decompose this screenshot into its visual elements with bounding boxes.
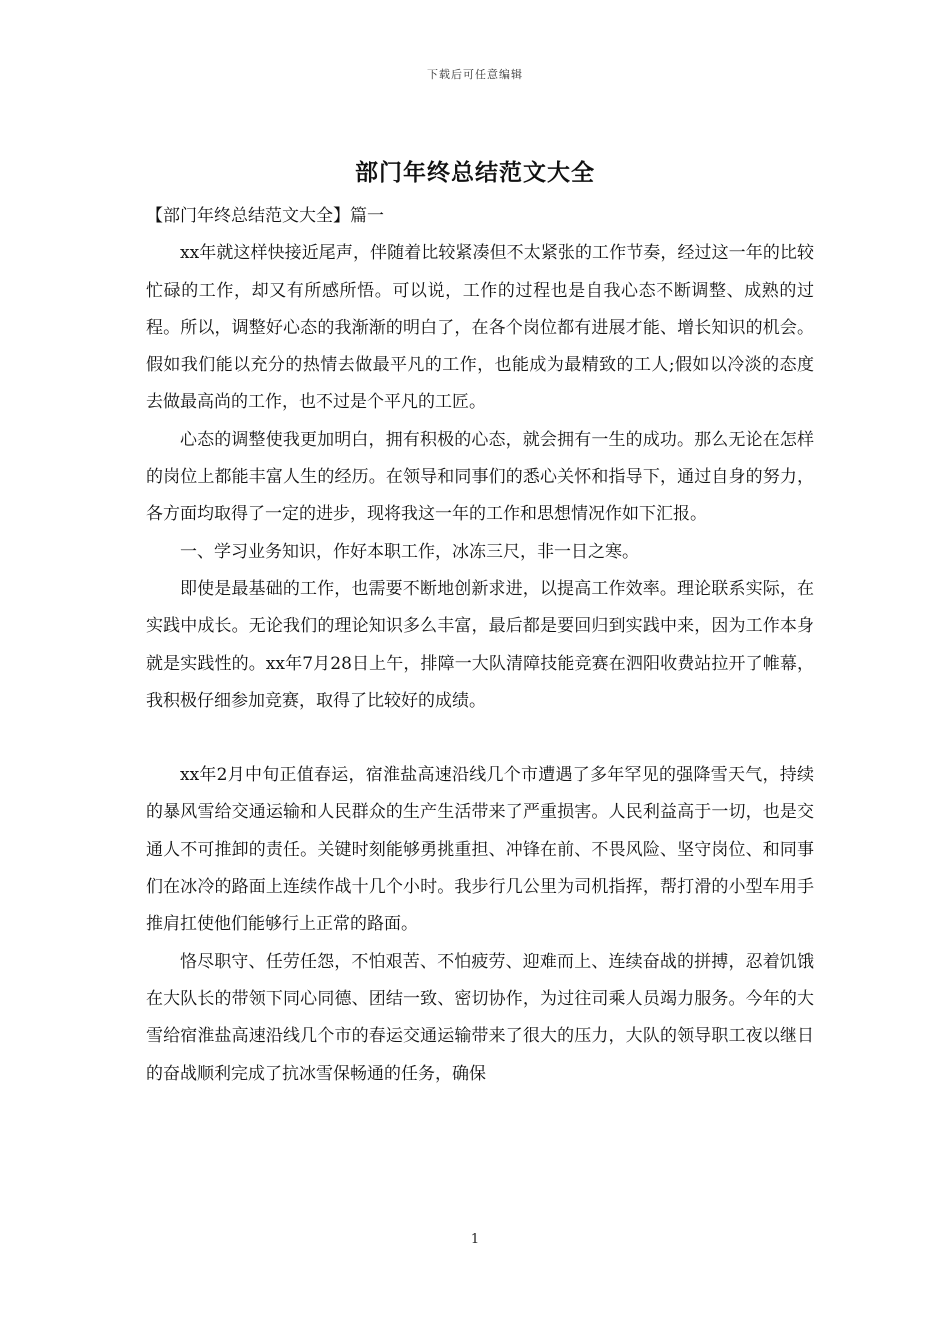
document-title: 部门年终总结范文大全 [355, 159, 595, 186]
document-body [146, 198, 814, 1093]
body-paragraph: 一、学习业务知识，作好本职工作，冰冻三尺，非一日之寒。 [180, 541, 639, 562]
page-number: 1 [470, 1232, 480, 1247]
page-header-note: 下载后可任意编辑 [427, 68, 523, 81]
body-paragraph: xx年2月中旬正值春运，宿淮盐高速沿线几个市遭遇了多年罕见的强降雪天气，持续的暴风雪给交通运输和人民群众的生产生活带来了严重损害。人民利益高于一切，也是交通人不可推卸的责任。关键时刻能够勇挑重担、冲锋在前、不畏风险、坚守岗位、和同事们在冰冷的路面上连续作战十几个小时。我步行几公里为司机指挥，帮打滑的小型车用手推肩扛使他们能够行上正常的路面。 [146, 765, 814, 935]
body-paragraph: 恪尽职守、任劳任怨，不怕艰苦、不怕疲劳、迎难而上、连续奋战的拼搏，忍着饥饿在大队长的带领下同心同德、团结一致、密切协作，为过往司乘人员竭力服务。今年的大雪给宿淮盐高速沿线几个市的春运交通运输带来了很大的压力，大队的领导职工夜以继日的奋战顺利完成了抗冰雪保畅通的任务，确保 [146, 951, 814, 1084]
body-paragraph: 即使是最基础的工作，也需要不断地创新求进，以提高工作效率。理论联系实际，在实践中成长。无论我们的理论知识多么丰富，最后都是要回归到实践中来，因为工作本身就是实践性的。xx年7月28日上午，排障一大队清障技能竞赛在泗阳收费站拉开了帷幕，我积极仔细参加竞赛，取得了比较好的成绩。 [146, 578, 814, 711]
section-heading: 【部门年终总结范文大全】篇一 [146, 206, 384, 226]
body-paragraph: xx年就这样快接近尾声，伴随着比较紧凑但不太紧张的工作节奏，经过这一年的比较忙碌的工作，却又有所感所悟。可以说，工作的过程也是自我心态不断调整、成熟的过程。所以，调整好心态的我渐渐的明白了，在各个岗位都有进展才能、增长知识的机会。假如我们能以充分的热情去做最平凡的工作，也能成为最精致的工人;假如以冷淡的态度去做最高尚的工作，也不过是个平凡的工匠。 [146, 243, 814, 413]
body-paragraph: 心态的调整使我更加明白，拥有积极的心态，就会拥有一生的成功。那么无论在怎样的岗位上都能丰富人生的经历。在领导和同事们的悉心关怀和指导下，通过自身的努力，各方面均取得了一定的进步，现将我这一年的工作和思想情况作如下汇报。 [146, 429, 814, 525]
